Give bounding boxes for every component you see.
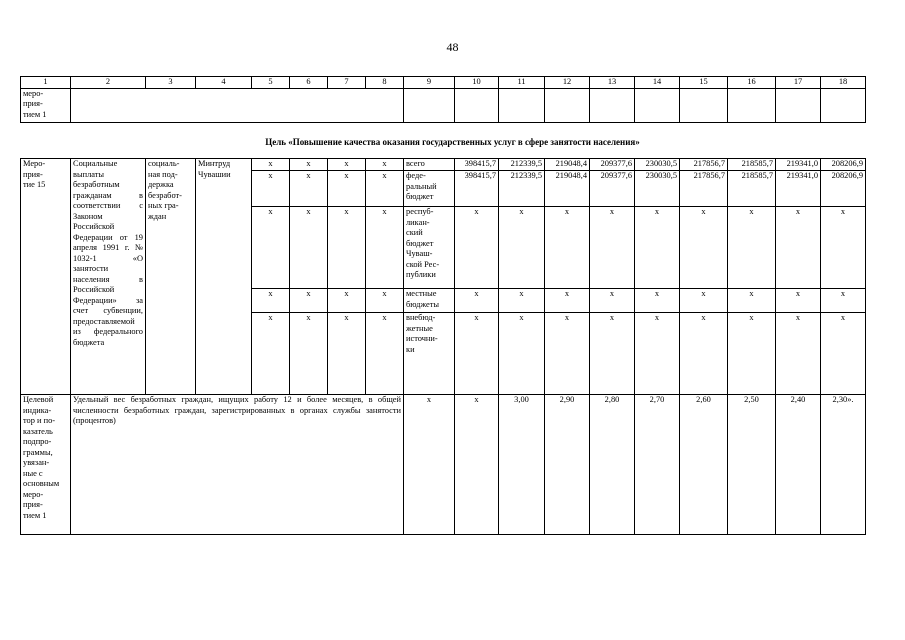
x-mark: x — [290, 313, 328, 395]
value-cell: x — [545, 207, 590, 289]
value-cell: x — [728, 289, 776, 313]
x-mark: x — [328, 313, 366, 395]
empty-cell — [821, 88, 866, 122]
value-cell: 219341,0 — [776, 159, 821, 171]
value-cell: x — [821, 313, 866, 395]
indicator-value: 2,70 — [635, 395, 680, 535]
event-executor: Минтруд Чувашии — [196, 159, 252, 395]
header-table — [20, 76, 866, 123]
x-mark: x — [328, 207, 366, 289]
x-mark: x — [290, 289, 328, 313]
value-cell: x — [776, 207, 821, 289]
value-cell: x — [821, 207, 866, 289]
indicator-value: 2,90 — [545, 395, 590, 535]
value-cell: 218585,7 — [728, 171, 776, 207]
value-cell: x — [545, 289, 590, 313]
x-mark: x — [290, 159, 328, 171]
page-number: 48 — [446, 40, 459, 54]
event-table — [20, 158, 866, 535]
col-number: 5 — [252, 77, 290, 89]
empty-cell — [545, 88, 590, 122]
funding-source: всего — [404, 159, 455, 171]
x-mark: x — [328, 159, 366, 171]
x-mark: x — [366, 313, 404, 395]
value-cell: x — [499, 289, 545, 313]
col-number: 1 — [21, 77, 71, 89]
empty-cell — [680, 88, 728, 122]
value-cell: 212339,5 — [499, 159, 545, 171]
value-cell: 219048,4 — [545, 159, 590, 171]
indicator-name: Целевой индика- тор и по- казатель подпро- граммы, увязан- ные с основным меро- прия- тием 1 — [21, 395, 71, 535]
value-cell: 212339,5 — [499, 171, 545, 207]
x-mark: x — [252, 171, 290, 207]
x-mark: x — [366, 159, 404, 171]
col-number: 7 — [328, 77, 366, 89]
col-number: 12 — [545, 77, 590, 89]
col-number: 18 — [821, 77, 866, 89]
value-cell: x — [590, 207, 635, 289]
col-number: 6 — [290, 77, 328, 89]
table-row — [21, 159, 866, 171]
x-mark: x — [366, 289, 404, 313]
funding-source: респуб- ликан- ский бюджет Чуваш- ской Рес- публики — [404, 207, 455, 289]
value-cell: x — [590, 289, 635, 313]
empty-cell — [499, 88, 545, 122]
value-cell: 208206,9 — [821, 159, 866, 171]
continuation-row — [21, 88, 866, 122]
x-mark: x — [252, 159, 290, 171]
x-mark: x — [290, 207, 328, 289]
indicator-row — [21, 395, 866, 535]
value-cell: 209377,6 — [590, 159, 635, 171]
col-number: 17 — [776, 77, 821, 89]
value-cell: x — [455, 207, 499, 289]
empty-cell — [455, 88, 499, 122]
col-number: 15 — [680, 77, 728, 89]
indicator-value: x — [455, 395, 499, 535]
value-cell: x — [499, 313, 545, 395]
value-cell: x — [590, 313, 635, 395]
empty-cell — [404, 88, 455, 122]
value-cell: 398415,7 — [455, 159, 499, 171]
value-cell: x — [499, 207, 545, 289]
x-mark: x — [366, 207, 404, 289]
event-description: Социальные выплаты безработным гражданам в соответствии с Законом Российской Федерации от 19 апреля 1991 г. № 1032-1 «О занятости населения в Российской Федерации» за счет субвенции, предоставляемой из федерального бюджета — [71, 159, 146, 395]
funding-source: местные бюджеты — [404, 289, 455, 313]
value-cell: x — [680, 207, 728, 289]
col-number: 14 — [635, 77, 680, 89]
value-cell: x — [821, 289, 866, 313]
x-mark: x — [328, 171, 366, 207]
indicator-value: 3,00 — [499, 395, 545, 535]
value-cell: 217856,7 — [680, 159, 728, 171]
value-cell: x — [455, 289, 499, 313]
indicator-value: x — [404, 395, 455, 535]
value-cell: x — [635, 207, 680, 289]
value-cell: x — [680, 313, 728, 395]
col-number: 11 — [499, 77, 545, 89]
col-number: 4 — [196, 77, 252, 89]
x-mark: x — [290, 171, 328, 207]
event-name: Меро- прия- тие 15 — [21, 159, 71, 395]
goal-title: Цель «Повышение качества оказания государственных услуг в сфере занятости населения» — [265, 137, 640, 147]
empty-cell — [590, 88, 635, 122]
indicator-value: 2,80 — [590, 395, 635, 535]
funding-source: феде- ральный бюджет — [404, 171, 455, 207]
col-number: 13 — [590, 77, 635, 89]
x-mark: x — [252, 207, 290, 289]
col-number: 2 — [71, 77, 146, 89]
value-cell: x — [545, 313, 590, 395]
col-number: 8 — [366, 77, 404, 89]
value-cell: 219341,0 — [776, 171, 821, 207]
indicator-value: 2,30». — [821, 395, 866, 535]
value-cell: 398415,7 — [455, 171, 499, 207]
value-cell: 230030,5 — [635, 171, 680, 207]
col-number: 10 — [455, 77, 499, 89]
empty-cell — [776, 88, 821, 122]
value-cell: x — [728, 207, 776, 289]
value-cell: 219048,4 — [545, 171, 590, 207]
value-cell: 218585,7 — [728, 159, 776, 171]
x-mark: x — [366, 171, 404, 207]
value-cell: 230030,5 — [635, 159, 680, 171]
empty-cell — [728, 88, 776, 122]
empty-cell — [635, 88, 680, 122]
continuation-label: меро- прия- тием 1 — [21, 88, 71, 122]
value-cell: 209377,6 — [590, 171, 635, 207]
x-mark: x — [252, 313, 290, 395]
x-mark: x — [252, 289, 290, 313]
empty-cell — [71, 88, 404, 122]
event-program: социаль- ная под- держка безработ- ных гра- ждан — [146, 159, 196, 395]
value-cell: x — [455, 313, 499, 395]
value-cell: 217856,7 — [680, 171, 728, 207]
col-number: 9 — [404, 77, 455, 89]
x-mark: x — [328, 289, 366, 313]
funding-source: внебюд- жетные источни- ки — [404, 313, 455, 395]
value-cell: x — [635, 313, 680, 395]
indicator-value: 2,40 — [776, 395, 821, 535]
indicator-text: Удельный вес безработных граждан, ищущих работу 12 и более месяцев, в общей численности безработных граждан, зарегистрированных в органах службы занятости (процентов) — [71, 395, 404, 535]
col-number: 3 — [146, 77, 196, 89]
value-cell: x — [635, 289, 680, 313]
col-number: 16 — [728, 77, 776, 89]
column-number-row — [21, 77, 866, 89]
indicator-value: 2,60 — [680, 395, 728, 535]
value-cell: x — [776, 313, 821, 395]
value-cell: 208206,9 — [821, 171, 866, 207]
value-cell: x — [680, 289, 728, 313]
value-cell: x — [728, 313, 776, 395]
value-cell: x — [776, 289, 821, 313]
indicator-value: 2,50 — [728, 395, 776, 535]
